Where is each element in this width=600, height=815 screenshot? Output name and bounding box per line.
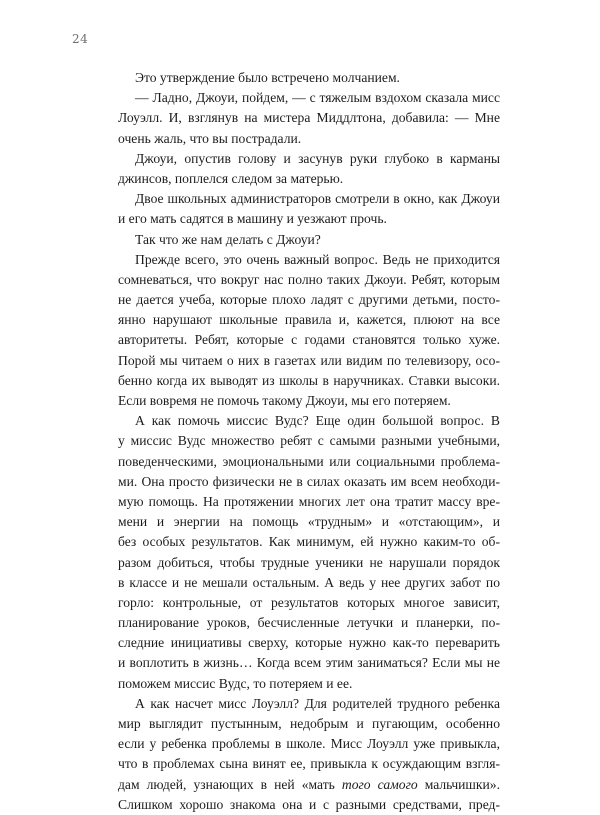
text-line-content: у миссис Вудс множество ребят с самыми разными учебными, xyxy=(118,433,500,449)
text-line-content: Джоуи, опустив голову и засунув руки глубоко в карманы xyxy=(135,150,500,166)
text-line xyxy=(118,553,500,573)
text-line xyxy=(118,754,500,774)
text-line xyxy=(118,189,500,209)
text-line-content: горло: контрольные, от результатов которых многое зависит, xyxy=(118,594,500,610)
text-line-content: без особых результатов. Как минимум, ей нужно каким-то об- xyxy=(118,534,500,550)
text-line-content: А как насчет мисс Лоуэлл? Для родителей трудного ребенка xyxy=(135,695,500,711)
text-line-content: планирование уроков, бесчисленные летучки и планерки, по- xyxy=(118,615,500,631)
text-line-content: мир выглядит пустынным, недобрым и пугающим, особенно xyxy=(118,716,500,731)
text-line xyxy=(118,290,500,310)
body-text xyxy=(118,68,500,815)
text-line xyxy=(118,149,500,169)
text-line-content: Если вовремя не помочь такому Джоуи, мы его потеряем. xyxy=(118,393,451,408)
text-line xyxy=(118,431,500,451)
text-line-content: мени и энергии на помощь «трудным» и «отстающим», и xyxy=(118,514,500,530)
text-line-content: дам людей, узнающих в ней «мать xyxy=(118,776,342,792)
text-line xyxy=(118,330,500,350)
text-line xyxy=(118,129,500,149)
text-line xyxy=(118,310,500,330)
text-line xyxy=(118,391,500,411)
text-line xyxy=(118,108,500,128)
text-line xyxy=(118,633,500,653)
text-line-content: бенно когда их выводят из школы в наручниках. Ставки высоки. xyxy=(118,372,500,388)
text-line xyxy=(118,653,500,673)
text-line-content: Лоуэлл. И, взглянув на мистера Миддлтона, добавила: — Мне xyxy=(118,110,500,126)
text-line xyxy=(118,68,500,88)
text-line xyxy=(118,573,500,593)
text-line-content: и его мать садятся в машину и уезжают прочь. xyxy=(118,211,387,227)
text-line-content: Двое школьных администраторов смотрели в окно, как Джоуи xyxy=(135,191,500,207)
page-number: 24 xyxy=(72,32,89,46)
text-line xyxy=(118,88,500,108)
text-line-content: следние инициативы сверху, которые нужно как-то переварить xyxy=(118,635,500,651)
text-line xyxy=(118,532,500,552)
text-line-content: — Ладно, Джоуи, пойдем, — с тяжелым вздохом сказала мисс xyxy=(135,90,500,106)
text-line-content: очень жаль, что вы пострадали. xyxy=(118,130,302,146)
text-line xyxy=(118,169,500,189)
text-line-content: янно нарушают школьные правила и, кажется, плюют на все xyxy=(118,312,500,328)
text-line-tail: мальчишки». xyxy=(417,776,500,792)
text-line-content: поможем миссис Вудс, то потеряем и ее. xyxy=(118,675,353,691)
text-line xyxy=(118,613,500,633)
text-line xyxy=(118,512,500,532)
text-line xyxy=(118,452,500,472)
text-line xyxy=(118,472,500,492)
text-line-content: разом добиться, чтобы трудные ученики не нарушали порядок xyxy=(118,554,500,570)
text-line-content: авторитеты. Ребят, которые с годами становятся только хуже. xyxy=(118,332,500,348)
text-line xyxy=(118,734,500,754)
italic-phrase: того самого xyxy=(341,776,418,792)
text-line-content: поведенческими, эмоциональными или социальными проблема- xyxy=(118,453,500,469)
text-line-content: мую помощь. На протяжении многих лет она тратит массу вре- xyxy=(118,493,500,509)
text-line xyxy=(118,351,500,371)
text-line xyxy=(118,775,500,795)
text-line-content: Слишком хорошо знакома она и с разными средствами, пред- xyxy=(118,796,500,812)
text-line-content: Порой мы читаем о них в газетах или видим по телевизору, осо- xyxy=(118,352,500,368)
text-line xyxy=(118,593,500,613)
text-line-content: в классе и не мешали остальным. А ведь у нее других забот по xyxy=(118,574,500,590)
text-line xyxy=(118,795,500,815)
text-line xyxy=(118,492,500,512)
text-line-content: ми. Она просто физически не в силах оказать им всем необходи- xyxy=(118,473,500,489)
text-line xyxy=(118,714,500,734)
text-line-content: джинсов, поплелся следом за матерью. xyxy=(118,170,344,186)
text-line-content: что в проблемах сына винят ее, привыкла к осуждающим взгля- xyxy=(118,756,500,772)
text-line-content: Прежде всего, это очень важный вопрос. Ведь не приходится xyxy=(135,251,500,267)
text-line xyxy=(118,674,500,694)
text-line xyxy=(118,209,500,229)
text-line-content: Так что же нам делать с Джоуи? xyxy=(135,231,321,247)
text-line-content: не дается учеба, которые плохо ладят с другими детьми, посто- xyxy=(118,292,500,308)
text-line-content: и воплотить в жизнь… Когда всем этим заниматься? Если мы не xyxy=(118,655,500,671)
text-line xyxy=(118,250,500,270)
text-line xyxy=(118,371,500,391)
text-line-content: Это утверждение было встречено молчанием. xyxy=(135,70,400,85)
text-line-content: сомневаться, что вокруг нас полно таких Джоуи. Ребят, которым xyxy=(118,271,500,287)
text-line-content: если у ребенка проблемы в школе. Мисс Лоуэлл уже привыкла, xyxy=(118,736,500,752)
text-line xyxy=(118,230,500,250)
text-line xyxy=(118,270,500,290)
text-line xyxy=(118,411,500,431)
text-line-content: А как помочь миссис Вудс? Еще один большой вопрос. В xyxy=(135,413,500,429)
text-line xyxy=(118,694,500,714)
